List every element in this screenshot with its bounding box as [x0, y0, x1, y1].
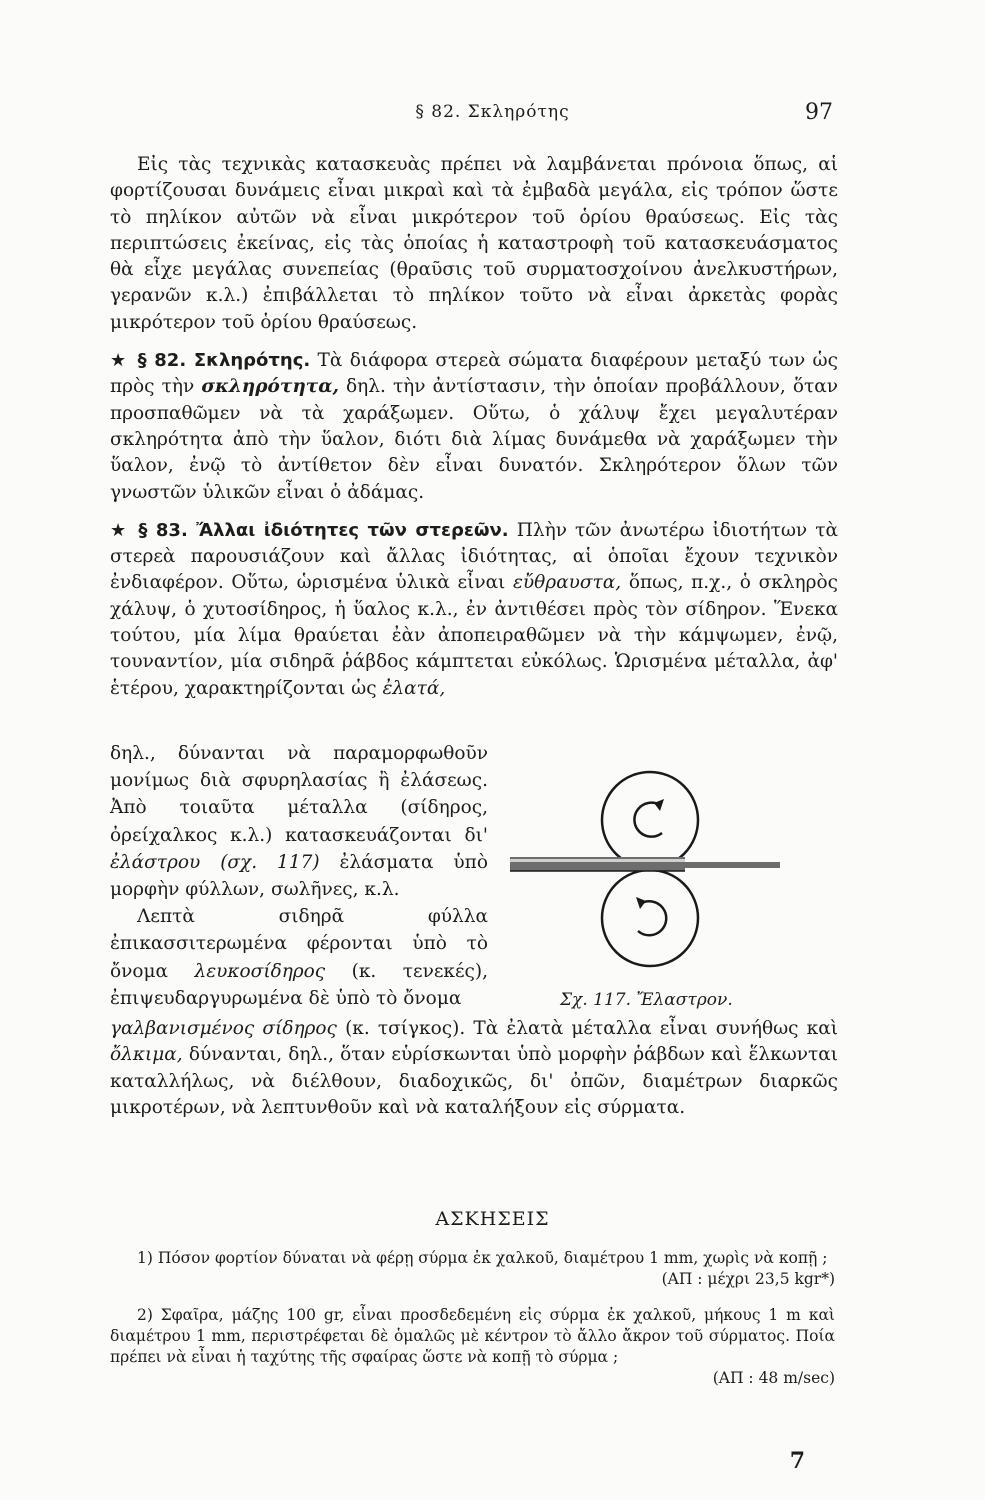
section-82-heading: § 82. Σκληρότης.: [137, 350, 311, 372]
metal-sheet-output: [650, 862, 780, 868]
arrowhead-icon: [654, 799, 664, 811]
section-83-para2-end: [110, 1016, 838, 1121]
section-82-text-a: Τὰ διάφορα στερεὰ σώματα διαφέρουν μεταξύ των ὡς πρὸς τὴν: [110, 350, 838, 398]
main-text-top: [110, 152, 838, 702]
exercise-2-text: 2) Σφαῖρα, μάζης 100 gr, εἶναι προσδεδεμένη εἰς σύρμα ἐκ χαλκοῦ, μήκους 1 m καὶ διαμέτρου 1 mm, περιστρέφεται δὲ ὁμαλῶς μὲ κέντρον τὸ ἄλλο ἄκρον τοῦ σύρματος. Ποία πρέπει νὰ εἶναι ἡ ταχύτης τῆς σφαίρας ὥστε νὰ κοπῇ τὸ σύρμα ;: [110, 1306, 835, 1366]
upper-roller: [602, 772, 698, 868]
section-83-paragraph: [110, 518, 838, 702]
signature-number: 7: [789, 1448, 805, 1474]
main-text-bottom: [110, 1016, 838, 1121]
para2-term-5: γαλβανισμένος σίδηρος: [110, 1018, 337, 1039]
rolling-mill-figure: [500, 755, 800, 1025]
para2-text-1: Λεπτὰ σιδηρᾶ φύλλα ἐπικασσιτερωμένα φέρονται ὑπὸ τὸ ὄνομα: [110, 906, 488, 982]
para2-text-3: (κ. τσίγκος). Τὰ ἐλατὰ μέταλλα εἶναι συνήθως καὶ: [345, 1018, 838, 1039]
star-icon: ★: [110, 350, 128, 372]
section-83-text-2: ὅπως, π.χ., ὁ σκληρὸς χάλυψ, ὁ χυτοσίδηρος, ἡ ὕαλος κ.λ., ἐν ἀντιθέσει πρὸς τὸν σίδηρον. Ἕνεκα τούτου, μία λίμα θραύεται ἐὰν ἀποπειραθῶμεν νὰ τὴν κάμψωμεν, ἐνῷ, τουναντίον, μία σιδηρᾶ ῥάβδος κάμπτεται εὐκόλως. Ὡρισμένα μέταλλα, ἀφ' ἑτέρου, χαρακτηρίζονται ὡς: [110, 572, 838, 699]
metal-bar-highlight: [510, 859, 685, 862]
wrapped-text-column: [110, 740, 488, 1012]
section-82-paragraph: [110, 348, 838, 506]
arrowhead-icon: [636, 897, 646, 909]
section-82-term: σκληρότητα,: [201, 376, 339, 398]
exercises-title: ΑΣΚΗΣΕΙΣ: [435, 1208, 550, 1230]
exercise-1-answer: (ΑΠ : μέχρι 23,5 kgr*): [661, 1270, 835, 1288]
para2-term-6: ὄλκιμα,: [110, 1044, 183, 1066]
exercise-2-answer: (ΑΠ : 48 m/sec): [712, 1369, 835, 1387]
section-83-text-4: ἐλάσματα ὑπὸ μορφὴν φύλλων, σωλῆνες, κ.λ.: [110, 851, 488, 901]
para2-text-4: δύνανται, δηλ., ὅταν εὑρίσκωνται ὑπὸ μορφὴν ῥάβδων καὶ ἕλκωνται καταλλήλως, νὰ διέλθουν, διαδοχικῶς, δι' ὀπῶν, διαμέτρων διαρκῶς μικροτέρων, νὰ λεπτυνθοῦν καὶ νὰ καταλήξουν εἰς σύρματα.: [110, 1044, 839, 1118]
lower-roller: [602, 870, 698, 966]
section-83-text-1: Πλὴν τῶν ἀνωτέρω ἰδιοτήτων τὰ στερεὰ παρουσιάζουν καὶ ἄλλας ἰδιότητας, αἱ ὁποῖαι ἔχουν τεχνικὸν ἐνδιαφέρον. Οὕτω, ὡρισμένα ὑλικὰ εἶναι: [110, 519, 838, 594]
section-83-continued: [110, 740, 488, 903]
exercise-1-text: 1) Πόσον φορτίον δύναται νὰ φέρῃ σύρμα ἐκ χαλκοῦ, διαμέτρου 1 mm, χωρὶς νὰ κοπῇ ;: [137, 1249, 828, 1267]
figure-caption: Σχ. 117. Ἔλαστρον.: [560, 990, 733, 1010]
para2-term-4: λευκοσίδηρος: [194, 960, 326, 982]
section-83-term-3: ἐλάστρου (σχ. 117): [110, 851, 320, 873]
rolling-mill-diagram: [500, 755, 800, 990]
rotation-arrow-cw-icon: [638, 901, 666, 935]
star-icon: ★: [110, 519, 129, 541]
page-header: [0, 100, 985, 130]
section-83-text-3: δηλ., δύνανται νὰ παραμορφωθοῦν μονίμως διὰ σφυρηλασίας ἢ ἐλάσεως. Ἀπὸ τοιαῦτα μέταλλα (σίδηρος, ὀρείχαλκος κ.λ.) κατασκευάζονται δι': [110, 743, 488, 846]
section-83-term-1: εὔθραυστα,: [513, 572, 622, 594]
intro-paragraph: Εἰς τὰς τεχνικὰς κατασκευὰς πρέπει νὰ λαμβάνεται πρόνοια ὅπως, αἱ φορτίζουσαι δυνάμεις εἶναι μικραὶ καὶ τὰ ἐμβαδὰ μεγάλα, εἰς τρόπον ὥστε τὸ πηλίκον αὐτῶν νὰ εἶναι μικρότερον τοῦ ὁρίου θραύσεως. Εἰς τὰς περιπτώσεις ἐκείνας, εἰς τὰς ὁποίας ἡ καταστροφὴ τοῦ κατασκευάσματος θὰ εἶχε μεγάλας συνεπείας (θραῦσις τοῦ συρματοσχοίνου ἀνελκυστήρων, γερανῶν κ.λ.) ἐπιβάλλεται τὸ πηλίκον τοῦτο νὰ εἶναι ἀρκετὰς φορὰς μικρότερον τοῦ ὁρίου θραύσεως.: [110, 154, 838, 333]
page-number: 97: [805, 100, 833, 125]
section-83-para2-start: [110, 903, 488, 1012]
exercise-2: [110, 1305, 835, 1389]
section-83-heading: § 83. Ἄλλαι ἰδιότητες τῶν στερεῶν.: [138, 519, 509, 541]
running-title: § 82. Σκληρότης: [415, 102, 570, 122]
para2-text-2: (κ. τενεκές), ἐπιψευδαργυρωμένα δὲ ὑπὸ τὸ ὄνομα: [110, 960, 489, 1009]
section-82-text-b: δηλ. τὴν ἀντίστασιν, τὴν ὁποίαν προβάλλουν, ὅταν προσπαθῶμεν νὰ τὰ χαράξωμεν. Οὕτω, ὁ χάλυψ ἔχει μεγαλυτέραν σκληρότητα ἀπὸ τὴν ὕαλον, διότι διὰ λίμας δυνάμεθα νὰ χαράξωμεν τὴν ὕαλον, ἐνῷ τὸ ἀντίθετον δὲν εἶναι δυνατόν. Σκληρότερον ὅλων τῶν γνωστῶν ὑλικῶν εἶναι ὁ ἀδάμας.: [110, 376, 839, 503]
exercise-1: [110, 1248, 835, 1290]
section-83-term-2: ἐλατά,: [382, 677, 446, 699]
